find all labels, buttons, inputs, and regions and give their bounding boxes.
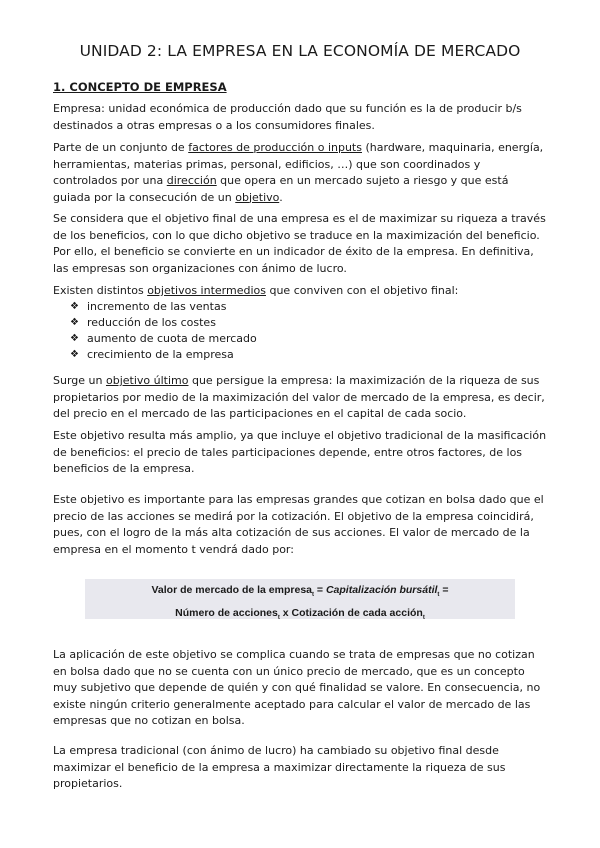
- diamond-bullet-icon: ❖: [70, 301, 79, 312]
- list-item: ❖ crecimiento de la empresa: [70, 348, 234, 361]
- underlined-term: objetivos intermedios: [147, 284, 266, 297]
- paragraph-factors: Parte de un conjunto de factores de producción o inputs (hardware, maquinaria, energía, herramientas, materias primas, personal, edificios, …) que son coordinados y controlados por una dirección que opera en un mercado sujeto a riesgo y que está guiada por la consecución de un objetivo.: [53, 141, 544, 204]
- underlined-term: dirección: [166, 174, 217, 187]
- page-title: UNIDAD 2: LA EMPRESA EN LA ECONOMÍA DE MERCADO: [79, 42, 521, 60]
- objectives-list: [70, 299, 257, 363]
- diamond-bullet-icon: ❖: [70, 349, 79, 360]
- diamond-bullet-icon: ❖: [70, 317, 79, 328]
- paragraph-broader: Este objetivo resulta más amplio, ya que incluye el objetivo tradicional de la masificación de beneficios: el precio de tales participaciones depende, entre otros factores, de los beneficios de la empresa.: [53, 429, 547, 475]
- paragraph-intermediate: Existen distintos objetivos intermedios que conviven con el objetivo final:: [53, 284, 459, 297]
- paragraph-ultimate-objective: Surge un objetivo último que persigue la empresa: la maximización de la riqueza de sus propietarios por medio de la maximización del valor de mercado de la empresa, es decir, del precio en el mercado de las participaciones en el capital de cada socio.: [53, 374, 545, 420]
- underlined-term: objetivo último: [105, 374, 189, 387]
- list-item: ❖ aumento de cuota de mercado: [70, 332, 257, 345]
- paragraph-definition: Empresa: unidad económica de producción dado que su función es la de producir b/s destinados a otras empresas o a los consumidores finales.: [53, 102, 522, 132]
- underlined-term: factores de producción o inputs: [188, 141, 362, 154]
- paragraph-unlisted: La aplicación de este objetivo se complica cuando se trata de empresas que no cotizan en bolsa dado que no se cuenta con un único precio de mercado, que es un concepto muy subjetivo que depende de quién y con qué finalidad se valore. En consecuencia, no existe ningún criterio generalmente aceptado para calcular el valor de mercado de las empresas que no cotizan en bolsa.: [53, 648, 541, 727]
- list-item: ❖ reducción de los costes: [70, 316, 216, 329]
- paragraph-traditional: La empresa tradicional (con ánimo de lucro) ha cambiado su objetivo final desde maximizar el beneficio de la empresa a maximizar directamente la riqueza de sus propietarios.: [53, 744, 506, 790]
- underlined-term: objetivo: [235, 190, 280, 204]
- section-heading: 1. CONCEPTO DE EMPRESA: [53, 80, 227, 94]
- diamond-bullet-icon: ❖: [70, 333, 79, 344]
- paragraph-listed-companies: Este objetivo es importante para las empresas grandes que cotizan en bolsa dado que el precio de las acciones se medirá por la cotización. El objetivo de la empresa coincidirá, pues, con el logro de la más alta cotización de sus acciones. El valor de mercado de la empresa en el momento t vendrá dado por:: [53, 493, 544, 556]
- paragraph-final-objective: Se considera que el objetivo final de una empresa es el de maximizar su riqueza a través de los beneficios, con lo que dicho objetivo se traduce en la maximización del beneficio. Por ello, el beneficio se convierte en un indicador de éxito de la empresa. En definitiva, las empresas son organizaciones con ánimo de lucro.: [53, 212, 546, 275]
- list-item: ❖ incremento de las ventas: [70, 300, 227, 313]
- market-value-formula: Valor de mercado de la empresa$_t$ = Capitalización bursátil$_t$ = Número de acciones$_t$ x Cotización de cada acción$_t$: [85, 579, 515, 619]
